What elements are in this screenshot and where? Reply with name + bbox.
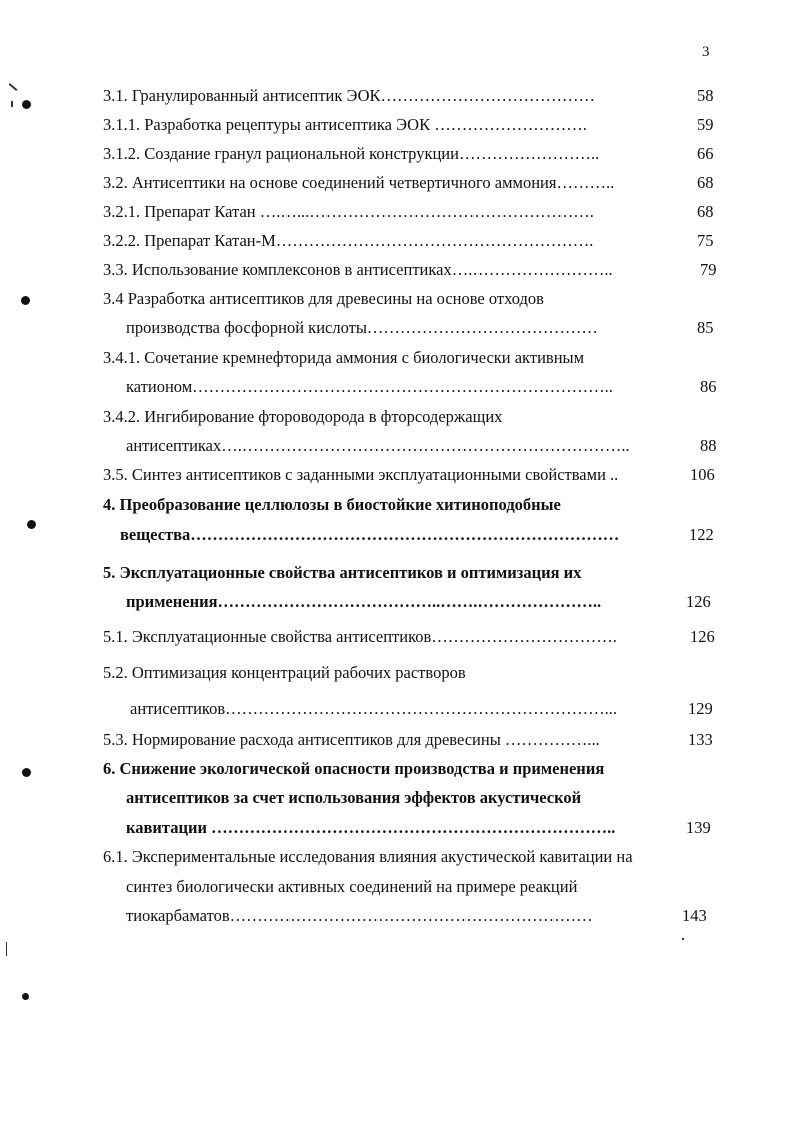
toc-entry-title: вещества…………………………………………………………………… <box>120 525 620 544</box>
toc-entry-title: 6.1. Экспериментальные исследования влияния акустической кавитации на <box>103 847 633 866</box>
toc-entry-page: 126 <box>690 627 715 646</box>
toc-entry-5-3 <box>0 728 797 752</box>
toc-entry-5-2 <box>0 661 797 685</box>
toc-entry-3-4-2-cont <box>0 434 797 458</box>
toc-entry-page: 139 <box>686 818 711 837</box>
toc-entry-5-1 <box>0 625 797 649</box>
toc-entry-3-1-2 <box>0 142 797 166</box>
toc-entry-6-cont-1 <box>0 786 797 810</box>
toc-entry-page: 66 <box>697 144 714 163</box>
toc-entry-title: 5.2. Оптимизация концентраций рабочих растворов <box>103 663 466 682</box>
scan-speck <box>682 938 684 940</box>
toc-entry-3-4-cont <box>0 316 797 340</box>
toc-entry-title: 3.2. Антисептики на основе соединений четвертичного аммония……….. <box>103 173 615 192</box>
toc-entry-page: 129 <box>688 699 713 718</box>
toc-entry-3-4-1-cont <box>0 375 797 399</box>
toc-entry-title: антисептиках….…………………………………………………………….. <box>126 436 630 455</box>
toc-entry-3-2-1 <box>0 200 797 224</box>
toc-entry-title: 5.3. Нормирование расхода антисептиков для древесины ……………... <box>103 730 600 749</box>
toc-entry-title: 3.4.1. Сочетание кремнефторида аммония с биологически активным <box>103 348 585 367</box>
toc-entry-title: 3.2.2. Препарат Катан-М…………………………………………………. <box>103 231 594 250</box>
toc-entry-title: 3.4.2. Ингибирование фтороводорода в фторсодержащих <box>103 407 503 426</box>
toc-entry-page: 133 <box>688 730 713 749</box>
toc-entry-3-2-2 <box>0 229 797 253</box>
toc-entry-title: антисептиков……………………………………………………………... <box>130 699 618 718</box>
toc-entry-page: 79 <box>700 260 717 279</box>
toc-entry-title: 3.3. Использование комплексонов в антисептиках….…………………….. <box>103 260 613 279</box>
toc-entry-page: 88 <box>700 436 717 455</box>
toc-entry-page: 143 <box>682 906 707 925</box>
toc-entry-title: 6. Снижение экологической опасности производства и применения <box>103 759 605 778</box>
toc-entry-4 <box>0 493 797 517</box>
toc-entry-title: 3.1.2. Создание гранул рациональной конструкции…………………….. <box>103 144 600 163</box>
toc-entry-6-cont-2 <box>0 816 797 840</box>
toc-entry-page: 75 <box>697 231 714 250</box>
toc-entry-3-1 <box>0 84 797 108</box>
toc-entry-3-3 <box>0 258 797 282</box>
binder-hole-mark <box>22 993 29 1000</box>
toc-entry-6 <box>0 757 797 781</box>
toc-entry-5-cont <box>0 590 797 614</box>
toc-entry-page: 86 <box>700 377 717 396</box>
toc-entry-6-1-cont-2 <box>0 904 797 928</box>
toc-entry-3-2 <box>0 171 797 195</box>
toc-entry-6-1 <box>0 845 797 869</box>
toc-entry-title: 3.5. Синтез антисептиков с заданными эксплуатационными свойствами .. <box>103 465 619 484</box>
scan-speck <box>6 942 7 956</box>
toc-entry-title: тиокарбаматов………………………………………………………… <box>126 906 593 925</box>
toc-entry-5 <box>0 561 797 585</box>
toc-entry-title: применения…………………………………..…….………………….. <box>126 592 602 611</box>
toc-entry-6-1-cont-1 <box>0 875 797 899</box>
toc-entry-4-cont <box>0 523 797 547</box>
toc-entry-3-4-2 <box>0 405 797 429</box>
toc-entry-page: 58 <box>697 86 714 105</box>
toc-entry-3-4-1 <box>0 346 797 370</box>
toc-entry-3-1-1 <box>0 113 797 137</box>
toc-entry-title: 3.2.1. Препарат Катан ….…...……………………………………………. <box>103 202 594 221</box>
toc-entry-page: 68 <box>697 173 714 192</box>
toc-entry-page: 126 <box>686 592 711 611</box>
toc-entry-title: антисептиков за счет использования эффектов акустической <box>126 788 582 807</box>
toc-entry-3-5 <box>0 463 797 487</box>
toc-entry-title: 5.1. Эксплуатационные свойства антисептиков……………………………. <box>103 627 617 646</box>
toc-entry-title: катионом………………………………………………………………….. <box>126 377 613 396</box>
toc-entry-title: 5. Эксплуатационные свойства антисептиков и оптимизация их <box>103 563 582 582</box>
toc-entry-page: 59 <box>697 115 714 134</box>
toc-entry-page: 68 <box>697 202 714 221</box>
toc-entry-title: 3.1.1. Разработка рецептуры антисептика ЭОК ………………………. <box>103 115 587 134</box>
toc-entry-title: 3.4 Разработка антисептиков для древесины на основе отходов <box>103 289 544 308</box>
toc-entry-title: 3.1. Гранулированный антисептик ЭОК………………………………… <box>103 86 596 105</box>
toc-entry-3-4 <box>0 287 797 311</box>
toc-entry-page: 106 <box>690 465 715 484</box>
page-number: 3 <box>702 44 710 60</box>
toc-entry-page: 85 <box>697 318 714 337</box>
toc-entry-title: 4. Преобразование целлюлозы в биостойкие хитиноподобные <box>103 495 561 514</box>
toc-entry-title: синтез биологически активных соединений на примере реакций <box>126 877 578 896</box>
toc-entry-5-2-cont <box>0 697 797 721</box>
toc-entry-title: кавитации ……………………………………………………………….. <box>126 818 616 837</box>
toc-entry-title: производства фосфорной кислоты…………………………………… <box>126 318 598 337</box>
toc-entry-page: 122 <box>689 525 714 544</box>
